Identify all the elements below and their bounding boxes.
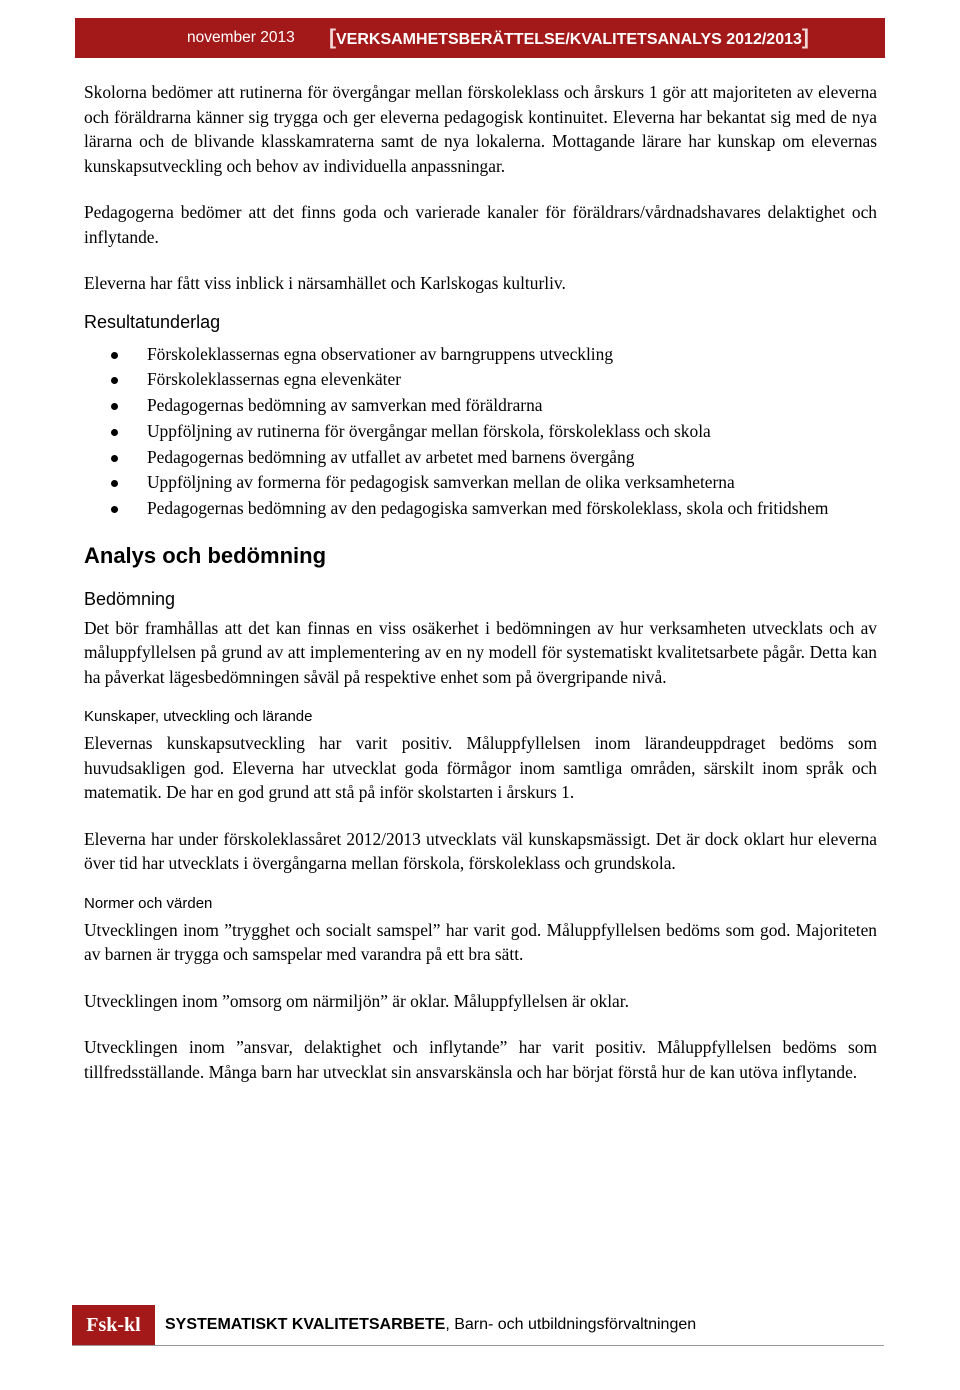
header-band bbox=[75, 18, 885, 58]
footer-title-rest: , Barn- och utbildningsförvaltningen bbox=[445, 1316, 697, 1333]
intro-paragraph-2: Pedagogerna bedömer att det finns goda och varierade kanaler för föräldrars/vårdnadshavares delaktighet och inflytande. bbox=[84, 202, 877, 247]
header-title-text: VERKSAMHETSBERÄTTELSE/KVALITETSANALYS 2012/2013 bbox=[336, 31, 802, 48]
list-item: Pedagogernas bedömning av samverkan med föräldrarna bbox=[84, 393, 877, 418]
bullet-icon bbox=[111, 403, 118, 410]
kunskaper-heading: Kunskaper, utveckling och lärande bbox=[84, 708, 313, 726]
footer-title-bold: SYSTEMATISKT KVALITETSARBETE bbox=[165, 1316, 446, 1333]
normer-paragraph-3: Utvecklingen inom ”ansvar, delaktighet och inflytande” har varit positiv. Måluppfyllelsen bedöms som tillfredsställande. Många barn har utvecklat sin ansvarskänsla och har börjat förstå hur de kan utöva inflytande. bbox=[84, 1037, 877, 1082]
resultat-heading: Resultatunderlag bbox=[84, 311, 221, 332]
kunskaper-paragraph-1: Elevernas kunskapsutveckling har varit positiv. Måluppfyllelsen inom lärandeuppdraget bedöms som huvudsakligen god. Eleverna har utvecklat goda förmågor inom samtliga områden, särskilt inom språk och matematik. De har en god grund att stå på inför skolstarten i årskurs 1. bbox=[84, 733, 877, 803]
resultat-list bbox=[84, 342, 877, 521]
intro-paragraph-3: Eleverna har fått viss inblick i närsamhället och Karlskogas kulturliv. bbox=[84, 273, 566, 293]
kunskaper-paragraph-2: Eleverna har under förskoleklassåret 2012/2013 utvecklats väl kunskapsmässigt. Det är dock oklart hur eleverna över tid har utvecklats i övergångarna mellan förskola, förskoleklass och grundskola. bbox=[84, 828, 877, 874]
list-item: Förskoleklassernas egna observationer av barngruppens utveckling bbox=[84, 342, 877, 367]
bedomning-paragraph: Det bör framhållas att det kan finnas en viss osäkerhet i bedömningen av hur verksamheten utvecklats och av måluppfyllelsen på grund av att implementering av en ny modell för systematiskt kvalitetsarbete pågår. Detta kan ha påverkat lägesbedömningen såväl på respektive enhet som på övergripande nivå. bbox=[84, 617, 877, 687]
analys-heading: Analys och bedömning bbox=[84, 542, 327, 568]
bedomning-heading: Bedömning bbox=[84, 588, 176, 609]
header-bracket-close: ] bbox=[801, 26, 809, 49]
footer-title bbox=[165, 1316, 696, 1334]
list-item: Förskoleklassernas egna elevenkäter bbox=[84, 367, 877, 392]
footer-divider bbox=[72, 1345, 884, 1346]
footer bbox=[72, 1305, 696, 1345]
list-item: Uppföljning av rutinerna för övergångar mellan förskola, förskoleklass och skola bbox=[84, 419, 877, 444]
page-content bbox=[84, 80, 877, 1084]
normer-heading: Normer och värden bbox=[84, 894, 213, 912]
bullet-icon bbox=[111, 352, 118, 359]
list-item: Pedagogernas bedömning av utfallet av arbetet med barnens övergång bbox=[84, 445, 877, 470]
list-item: Pedagogernas bedömning av den pedagogiska samverkan med förskoleklass, skola och fritidshem bbox=[84, 496, 877, 521]
footer-logo: Fsk-kl bbox=[72, 1305, 155, 1345]
normer-paragraph-1: Utvecklingen inom ”trygghet och socialt samspel” har varit god. Måluppfyllelsen bedöms som god. Majoriteten av barnen är trygga och samspelar med varandra på ett bra sätt. bbox=[84, 919, 877, 965]
header-title bbox=[329, 26, 809, 50]
bullet-icon bbox=[111, 429, 118, 436]
list-item: Uppföljning av formerna för pedagogisk samverkan mellan de olika verksamheterna bbox=[84, 470, 877, 495]
bullet-icon bbox=[111, 377, 118, 384]
normer-paragraph-2: Utvecklingen inom ”omsorg om närmiljön” är oklar. Måluppfyllelsen är oklar. bbox=[84, 990, 629, 1011]
intro-paragraph-1: Skolorna bedömer att rutinerna för övergångar mellan förskoleklass och årskurs 1 gör att majoriteten av eleverna och föräldrarna känner sig trygga och ger eleverna pedagogisk kontinuitet. Eleverna har bekantat sig med de nya lärarna och de blivande klasskamraterna samt de nya lokalerna. Mottagande lärare har kunskap om elevernas kunskapsutveckling och behov av individuella anpassningar. bbox=[84, 82, 877, 176]
header-bracket-open: [ bbox=[329, 26, 336, 49]
bullet-icon bbox=[111, 455, 118, 462]
bullet-icon bbox=[111, 506, 118, 513]
bullet-icon bbox=[111, 480, 118, 487]
header-date: november 2013 bbox=[187, 29, 295, 46]
